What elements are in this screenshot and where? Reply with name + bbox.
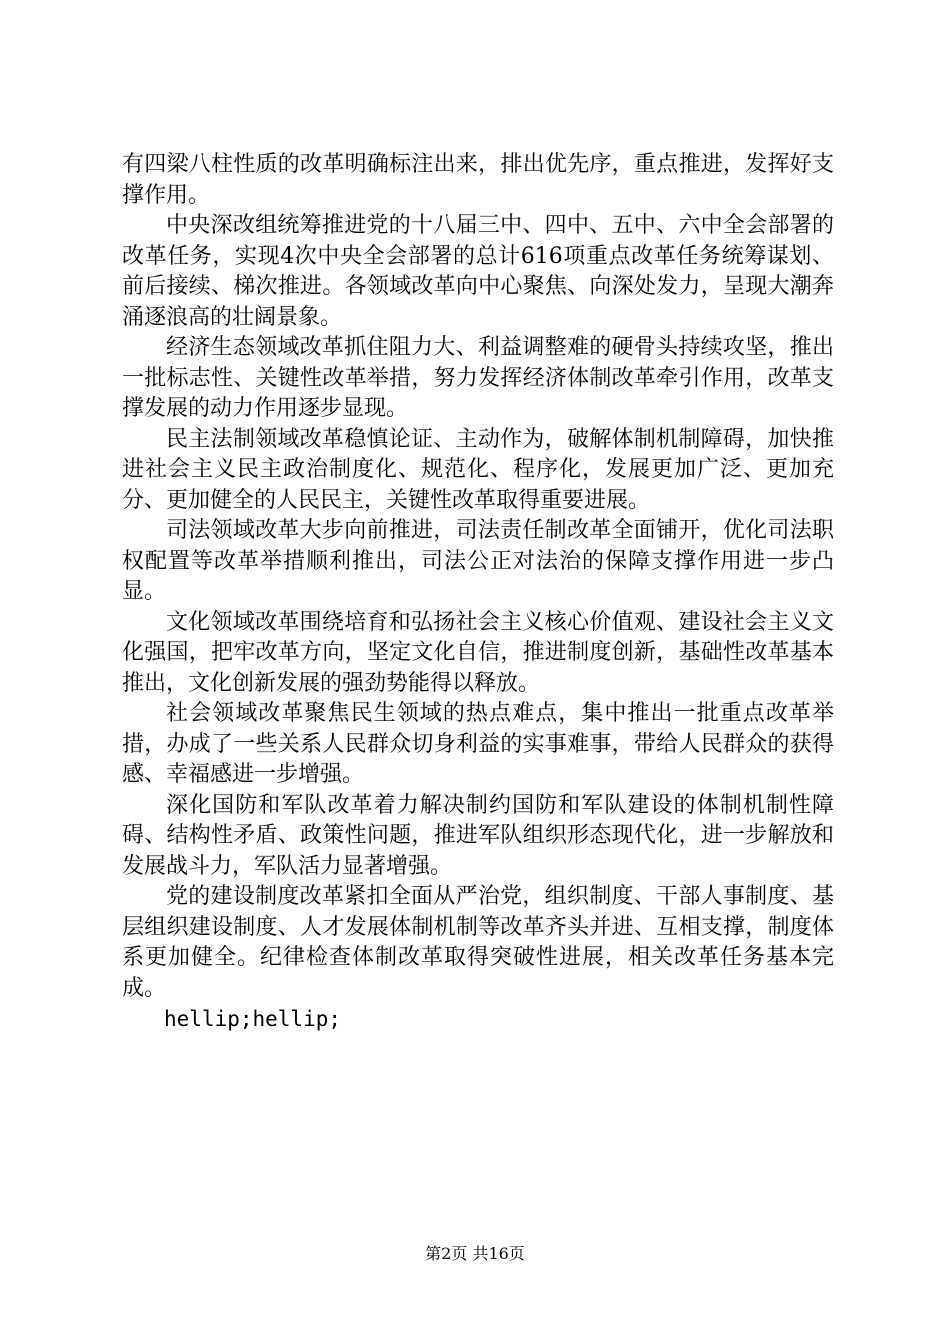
- paragraph-4: 民主法制领域改革稳慎论证、主动作为，破解体制机制障碍，加快推进社会主义民主政治制度化、规范化、程序化，发展更加广泛、更加充分、更加健全的人民民主，关键性改革取得重要进展。: [122, 426, 834, 513]
- page-number-footer: 第2页 共16页: [425, 1244, 525, 1263]
- document-body: [122, 150, 834, 1035]
- paragraph-8: 深化国防和军队改革着力解决制约国防和军队建设的体制机制性障碍、结构性矛盾、政策性问题，推进军队组织形态现代化，进一步解放和发展战斗力，军队活力显著增强。: [122, 792, 834, 879]
- paragraph-7: 社会领域改革聚焦民生领域的热点难点，集中推出一批重点改革举措，办成了一些关系人民群众切身利益的实事难事，带给人民群众的获得感、幸福感进一步增强。: [122, 701, 834, 787]
- paragraph-3: 经济生态领域改革抓住阻力大、利益调整难的硬骨头持续攻坚，推出一批标志性、关键性改革举措，努力发挥经济体制改革牵引作用，改革支撑发展的动力作用逐步显现。: [122, 335, 834, 421]
- paragraph-2: 中央深改组统筹推进党的十八届三中、四中、五中、六中全会部署的改革任务，实现4次中央全会部署的总计616项重点改革任务统筹谋划、前后接续、梯次推进。各领域改革向中心聚焦、向深处发力，呈现大潮奔涌逐浪高的壮阔景象。: [122, 213, 834, 330]
- paragraph-10: hellip;hellip;: [164, 1007, 342, 1031]
- paragraph-9: 党的建设制度改革紧扣全面从严治党，组织制度、干部人事制度、基层组织建设制度、人才发展体制机制等改革齐头并进、互相支撑，制度体系更加健全。纪律检查体制改革取得突破性进展，相关改革任务基本完成。: [122, 884, 834, 1001]
- paragraph-5: 司法领域改革大步向前推进，司法责任制改革全面铺开，优化司法职权配置等改革举措顺利推出，司法公正对法治的保障支撑作用进一步凸显。: [122, 518, 834, 604]
- paragraph-1: 有四梁八柱性质的改革明确标注出来，排出优先序，重点推进，发挥好支撑作用。: [122, 152, 834, 208]
- paragraph-6: 文化领域改革围绕培育和弘扬社会主义核心价值观、建设社会主义文化强国，把牢改革方向，坚定文化自信，推进制度创新，基础性改革基本推出，文化创新发展的强劲势能得以释放。: [122, 609, 834, 696]
